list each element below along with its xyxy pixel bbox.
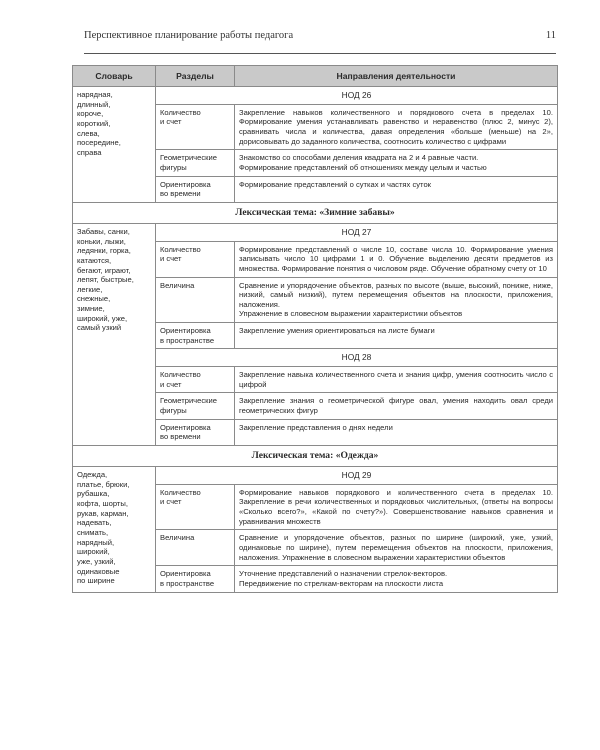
- dictionary-word: ледянки, горка,: [77, 246, 131, 256]
- table-row: [73, 202, 558, 223]
- section-cell: [156, 150, 235, 176]
- section-label: в пространстве: [160, 578, 215, 588]
- header-title: Перспективное планирование работы педагога: [84, 30, 294, 41]
- column-header-activities: Направления деятельности: [235, 66, 558, 87]
- activity-cell: Формирование представлений о сутках и частях суток: [235, 176, 558, 202]
- dictionary-word: снежные,: [77, 294, 111, 304]
- section-cell: [156, 323, 235, 349]
- dictionary-word: бегают, играют,: [77, 265, 131, 275]
- section-cell: [156, 277, 235, 323]
- section-label: Ориентировка: [160, 569, 211, 579]
- section-label: Количество: [160, 487, 201, 497]
- activity-line: Сравнение и упорядочение объектов, разных по высоте (выше, высокий, пониже, ниже, низкий, самый низкий), путем перемещения объектов на плоскости, приложения, наложения.: [239, 280, 553, 309]
- section-label: и счет: [160, 254, 182, 264]
- section-cell: [156, 104, 235, 150]
- dictionary-word: самый узкий: [77, 323, 122, 333]
- dictionary-word: зимние,: [77, 304, 105, 314]
- page-number: 11: [545, 30, 556, 41]
- dictionary-word: по ширине: [77, 576, 115, 586]
- activity-cell: [235, 566, 558, 592]
- column-header-dictionary: Словарь: [73, 66, 156, 87]
- dictionary-word: Одежда,: [77, 470, 108, 480]
- section-label: Ориентировка: [160, 326, 211, 336]
- dictionary-cell: [73, 467, 156, 592]
- activity-cell: Закрепление знания о геометрической фигуре овал, умения находить овал среди геометрических фигур: [235, 393, 558, 419]
- dictionary-word: нарядный,: [77, 537, 115, 547]
- table-row: [73, 467, 558, 485]
- section-cell: [156, 484, 235, 530]
- dictionary-cell: [73, 223, 156, 445]
- dictionary-word: легкие,: [77, 284, 103, 294]
- activity-line: Уточнение представлений о назначении стрелок-векторов.: [239, 569, 448, 579]
- header-rule: [84, 53, 556, 54]
- section-label: фигуры: [160, 406, 187, 415]
- dictionary-word: посередине,: [77, 138, 121, 148]
- section-cell: [156, 241, 235, 277]
- lexical-theme-heading: Лексическая тема: «Зимние забавы»: [73, 202, 558, 223]
- dictionary-word: уже, узкий,: [77, 556, 116, 566]
- section-cell: [156, 566, 235, 592]
- section-label: во времени: [160, 432, 201, 442]
- table-row: [73, 87, 558, 105]
- activity-cell: [235, 277, 558, 323]
- section-cell: [156, 393, 235, 419]
- section-label: фигуры: [160, 162, 187, 172]
- dictionary-word: рубашка,: [77, 489, 110, 499]
- activity-cell: Закрепление умения ориентироваться на листе бумаги: [235, 323, 558, 349]
- activity-cell: Закрепление представления о днях недели: [235, 419, 558, 445]
- activity-cell: Закрепление навыков количественного и порядкового счета в пределах 10. Формирование умения устанавливать равенство и неравенство (плюс 2, минус 2), сравнивать числа и количества, давая определения «больше (меньше) на 2», дорисовывать до заданного количества, соотносить количество с цифрами: [235, 104, 558, 150]
- dictionary-word: короче,: [77, 109, 104, 119]
- running-header: [84, 30, 556, 50]
- dictionary-word: платье, брюки,: [77, 479, 130, 489]
- lexical-theme-heading: Лексическая тема: «Одежда»: [73, 445, 558, 466]
- nod-heading: НОД 29: [156, 467, 558, 485]
- dictionary-word: длинный,: [77, 99, 111, 109]
- section-label: Величина: [160, 280, 195, 290]
- dictionary-word: коньки, лыжи,: [77, 236, 126, 246]
- section-label: Количество: [160, 107, 201, 117]
- section-label: во времени: [160, 189, 201, 199]
- section-label: Количество: [160, 244, 201, 254]
- table-header-row: [73, 66, 558, 87]
- activity-cell: Закрепление навыка количественного счета и знания цифр, умения соотносить число с цифрой: [235, 367, 558, 393]
- nod-heading: НОД 28: [156, 349, 558, 367]
- nod-heading: НОД 27: [156, 223, 558, 241]
- section-label: и счет: [160, 497, 182, 507]
- dictionary-word: нарядная,: [77, 90, 113, 99]
- section-cell: [156, 530, 235, 566]
- activity-line: Передвижение по стрелкам-векторам на плоскости листа: [239, 578, 444, 588]
- dictionary-word: широкий, уже,: [77, 313, 128, 323]
- table-row: [73, 223, 558, 241]
- nod-heading: НОД 26: [156, 87, 558, 105]
- section-label: и счет: [160, 379, 182, 389]
- section-label: Количество: [160, 370, 201, 380]
- dictionary-word: рукав, карман,: [77, 508, 129, 518]
- dictionary-word: одинаковые: [77, 566, 120, 576]
- section-label: Геометрические: [160, 153, 217, 163]
- activity-cell: Сравнение и упорядочение объектов, разных по ширине (широкий, уже, узкий, одинаковые по ширине), путем перемещения объектов на плоскости, приложения, наложения. Упражнение в словесном выражении характеристики объектов: [235, 530, 558, 566]
- section-cell: [156, 419, 235, 445]
- section-label: и счет: [160, 117, 182, 127]
- dictionary-word: справа: [77, 147, 102, 157]
- dictionary-word: Забавы, санки,: [77, 226, 130, 236]
- dictionary-word: снимать,: [77, 527, 109, 537]
- dictionary-word: кофта, шорты,: [77, 499, 128, 509]
- activity-cell: Формирование навыков порядкового и количественного счета в пределах 10. Закрепление в речи количественных и порядковых числительных, (ответы на вопросы «Сколько всего?», «Какой по счету?»). Совершенствование навыков сравнения и уравнивания множеств: [235, 484, 558, 530]
- table-row: [73, 445, 558, 466]
- section-label: в пространстве: [160, 335, 215, 345]
- dictionary-cell: [73, 87, 156, 203]
- activity-cell: Формирование представлений о числе 10, составе числа 10. Формирование умения записывать число 10 цифрами 1 и 0. Обучение выделению десяти предметов из множества. Формирование понятия о числовом ряде. Обучение обратному счету от 10: [235, 241, 558, 277]
- section-cell: [156, 367, 235, 393]
- dictionary-word: широкий,: [77, 547, 110, 557]
- column-header-sections: Разделы: [156, 66, 235, 87]
- dictionary-word: надевать,: [77, 518, 112, 528]
- dictionary-word: слева,: [77, 128, 100, 138]
- activity-line: Формирование представлений об отношениях между целым и частью: [239, 162, 487, 172]
- section-label: Ориентировка: [160, 179, 211, 189]
- dictionary-word: катаются,: [77, 255, 112, 265]
- dictionary-word: короткий,: [77, 118, 111, 128]
- activity-line: Упражнение в словесном выражении характеристики объектов: [239, 309, 463, 319]
- planning-table: [72, 65, 558, 593]
- section-cell: [156, 176, 235, 202]
- section-label: Геометрические: [160, 396, 217, 406]
- activity-cell: [235, 150, 558, 176]
- dictionary-word: лепят, быстрые,: [77, 275, 134, 285]
- activity-line: Знакомство со способами деления квадрата на 2 и 4 равные части.: [239, 153, 479, 163]
- section-label: Ориентировка: [160, 422, 211, 432]
- section-label: Величина: [160, 533, 195, 543]
